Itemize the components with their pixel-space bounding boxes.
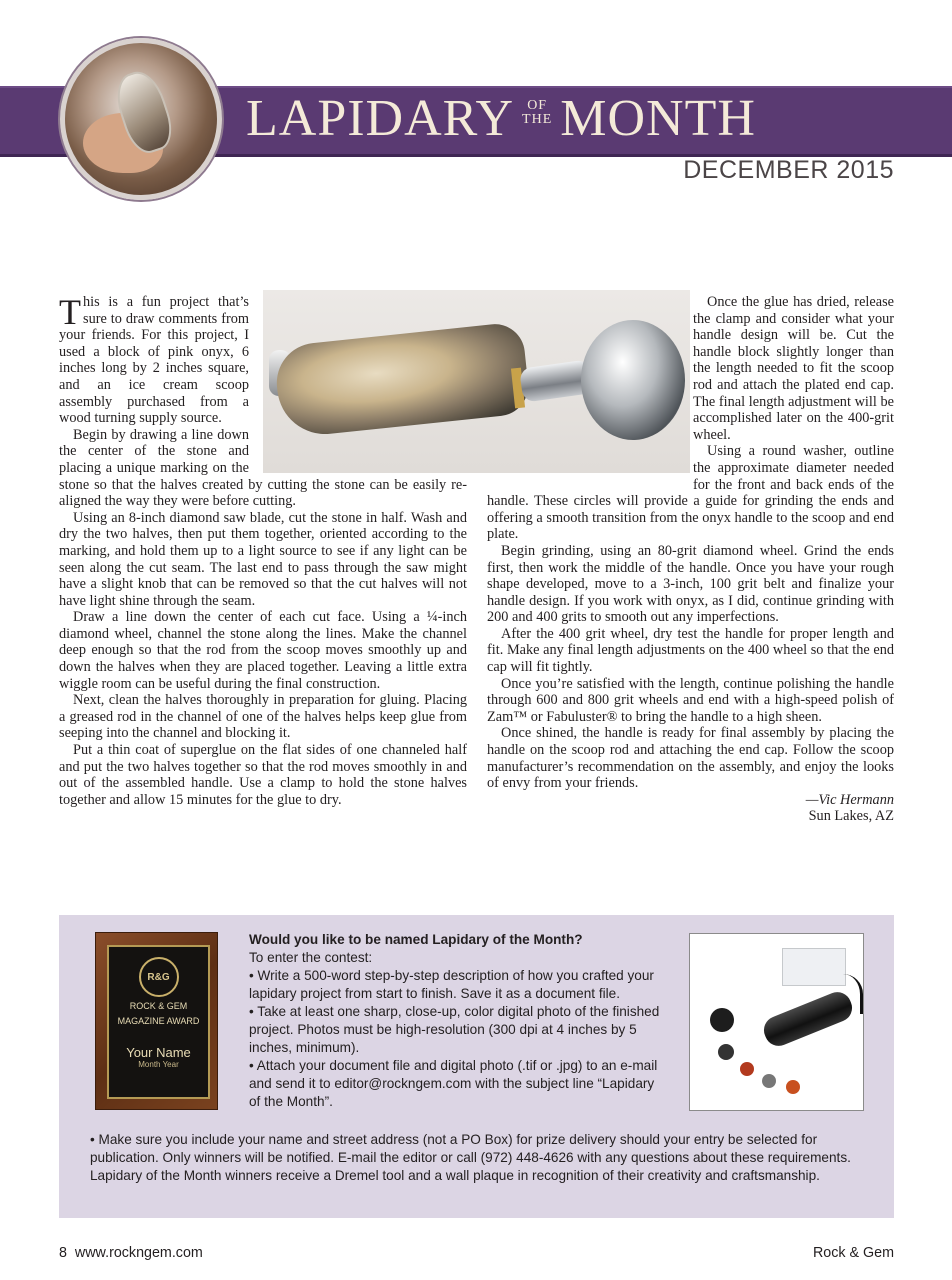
article-paragraph: Using a round washer, outline the approximate diameter needed for the front and back ends of the handle. These circles will provide a guide for grinding the ends and offering a smooth transition from the onyx handle to the scoop and end plate. xyxy=(487,443,894,543)
article-paragraph: Once you’re satisfied with the length, continue polishing the handle through 600 and 800 grit wheels and end with a high-speed polish of Zam™ or Fabuluster® to bring the handle to a high sheen. xyxy=(487,675,894,725)
plaque-face xyxy=(107,945,210,1099)
accessory-disc-icon xyxy=(786,1080,800,1094)
author-location: Sun Lakes, AZ xyxy=(808,808,894,825)
author-name: —Vic Hermann xyxy=(805,791,894,808)
dremel-tool-photo xyxy=(689,933,864,1111)
article-paragraph: Begin grinding, using an 80-grit diamond wheel. Grind the ends first, then work the middle of the handle. Once you have your rough shape developed, move to a 3-inch, 100 grit belt and finalize your handle design. If you work with onyx, as I did, continue grinding with 200 and 400 grits to smooth out any imperfections. xyxy=(487,542,894,626)
article-column-left xyxy=(59,294,467,808)
contest-intro: To enter the contest: xyxy=(249,950,373,965)
accessory-attachment-icon xyxy=(710,1008,734,1032)
title-word-lapidary: LAPIDARY xyxy=(246,90,515,147)
article-paragraph: Put a thin coat of superglue on the flat sides of one channeled half and put the two halves together so that the rod moves smoothly in and out of the assembled handle. Use a clamp to hold the stone halves together and allow 15 minutes for the glue to dry. xyxy=(59,742,467,808)
award-plaque-image xyxy=(95,932,218,1110)
contest-bullet: • Attach your document file and digital photo (.tif or .jpg) to an e-mail and send it to editor@rockngem.com with the subject line “Lapidary of the Month”. xyxy=(249,1058,658,1109)
article-paragraph: Begin by drawing a line down the center of the stone and placing a unique marking on the stone so that the halves created by cutting the stone can be easily re-aligned the way they were before cutting. xyxy=(59,426,467,510)
contest-closing: Lapidary of the Month winners receive a Dremel tool and a wall plaque in recognition of their creativity and craftsmanship. xyxy=(90,1168,820,1183)
article-paragraph: After the 400 grit wheel, dry test the handle for proper length and fit. Make any final length adjustments on the 400 wheel so that the end cap will fit tightly. xyxy=(487,625,894,676)
contest-bullet: • Make sure you include your name and street address (not a PO Box) for prize delivery should your entry be selected for publication. Only winners will be notified. E-mail the editor or call (972) 448-4626 with any questions about these requirements. xyxy=(90,1132,851,1165)
accessory-disc-icon xyxy=(718,1044,734,1060)
plaque-award-line-2: MAGAZINE AWARD xyxy=(117,1016,200,1026)
plaque-award-line-1: ROCK & GEM xyxy=(129,1001,188,1011)
contest-question: Would you like to be named Lapidary of the Month? xyxy=(249,932,583,947)
title-word-month: MONTH xyxy=(560,90,756,147)
rotary-tool-image xyxy=(760,988,857,1050)
header-medallion-photo xyxy=(60,38,222,200)
article-paragraph: Once the glue has dried, release the clamp and consider what your handle design will be. Cut the handle block slightly longer than the length needed to fit the scoop rod and attach the plated end cap. The final length adjustment will be accomplished later on the 400-grit wheel. xyxy=(693,294,894,443)
rock-gem-emblem: R&G xyxy=(139,957,179,997)
website-link: www.rockngem.com xyxy=(74,1245,203,1261)
contest-box xyxy=(59,915,894,1218)
page-number: 8 xyxy=(59,1245,67,1261)
contest-bullet: • Take at least one sharp, close-up, color digital photo of the finished project. Photos must be high-resolution (300 dpi at 4 inches by 5 inches, minimum). xyxy=(249,1004,660,1055)
accessory-case-image xyxy=(782,948,846,986)
article-column-right xyxy=(487,294,894,825)
page-title xyxy=(246,86,756,152)
photo-wrap-space xyxy=(249,294,479,474)
title-of-the: OF THE xyxy=(522,98,553,127)
plaque-date: Month Year xyxy=(138,1060,179,1069)
footer-left xyxy=(59,1245,203,1261)
plaque-name: Your Name xyxy=(126,1045,191,1060)
article-paragraph: This is a fun project that’s sure to draw comments from your friends. For this project, I used a block of pink onyx, 6 inches long by 2 inches square, and an ice cream scoop assembly purchased from a wood turning supply source. xyxy=(59,292,249,427)
article-paragraph: Next, clean the halves thoroughly in preparation for gluing. Placing a greased rod in the channel of one of the halves helps keep glue from seeping into the channel and blocking it. xyxy=(59,692,467,742)
accessory-disc-icon xyxy=(762,1074,776,1088)
magazine-name: Rock & Gem xyxy=(812,1245,894,1261)
article-paragraph: Once shined, the handle is ready for final assembly by placing the handle on the scoop rod and attaching the end cap. Follow the scoop manufacturer’s recommendation on the assembly, and enjoy the looks of envy from your friends. xyxy=(487,725,894,792)
drop-cap: T xyxy=(59,292,81,332)
contest-instructions xyxy=(249,931,669,1111)
issue-date: DECEMBER 2015 xyxy=(683,156,894,184)
article-paragraph: Draw a line down the center of each cut face. Using a ¼-inch diamond wheel, channel the stone along the lines. Make the channel deep enough so that the rod from the scoop moves smoothly up and down the halves when they are placed together. Leaving a little extra wiggle room can be useful during the final construction. xyxy=(59,609,467,692)
contest-full-width-text xyxy=(90,1131,880,1185)
article-paragraph: Using an 8-inch diamond saw blade, cut the stone in half. Wash and dry the two halves, then put them together, oriented according to the marking, and hold them up to a light source to see if any light can be seen along the cut seam. The last end to pass through the saw might have a slight knob that can be removed so that the cut halves will not have light shine through the seam. xyxy=(59,509,467,609)
photo-wrap-space xyxy=(475,294,693,486)
accessory-disc-icon xyxy=(740,1062,754,1076)
contest-bullet: • Write a 500-word step-by-step description of how you crafted your lapidary project from start to finish. Save it as a document file. xyxy=(249,968,654,1001)
